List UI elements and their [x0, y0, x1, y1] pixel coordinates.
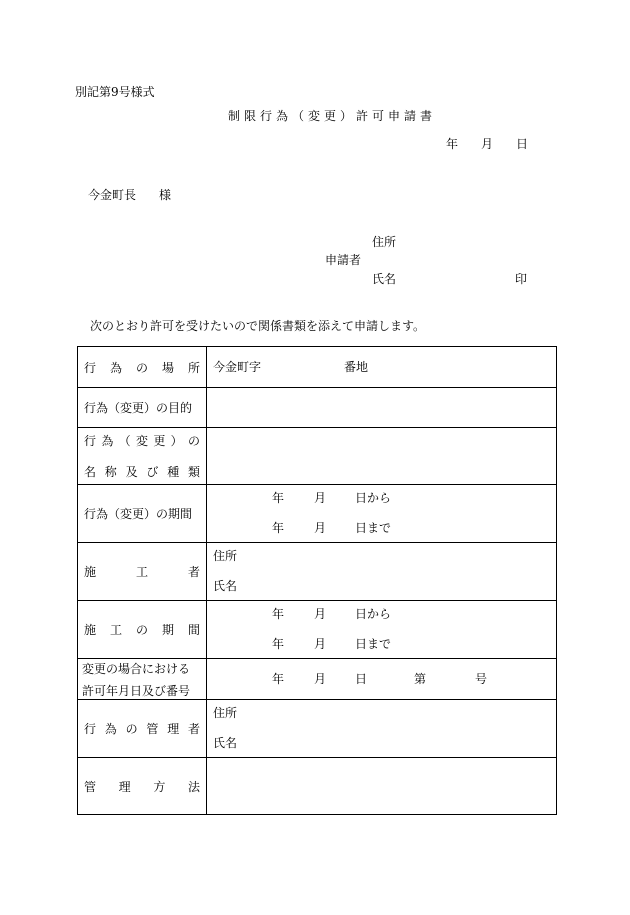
date-year: 年 [446, 137, 459, 151]
label-cell [78, 758, 207, 815]
row-change [78, 659, 557, 700]
label-period: 行為（変更）の期間 [84, 507, 193, 521]
value-cell[interactable] [207, 758, 557, 815]
period-from-year: 年 [272, 491, 285, 505]
work-from-year: 年 [272, 607, 285, 621]
value-cell[interactable] [207, 428, 557, 485]
value-cell[interactable] [207, 601, 557, 659]
value-cell[interactable] [207, 543, 557, 601]
value-cell[interactable] [207, 700, 557, 758]
applicant-role-label: 申請者 [325, 253, 362, 267]
change-month: 月 [314, 672, 327, 686]
intro-text: 次のとおり許可を受けたいので関係書類を添えて申請します。 [90, 319, 426, 333]
change-no-suffix: 号 [475, 672, 488, 686]
application-table [77, 346, 557, 815]
value-cell[interactable] [207, 347, 557, 388]
applicant-address-label: 住所 [372, 235, 397, 249]
place-suffix: 番地 [344, 360, 369, 374]
label-method: 管 理 方 法 [84, 779, 200, 794]
label-manager: 行 為 の 管 理 者 [84, 722, 200, 736]
period-to-day: 日まで [355, 521, 392, 535]
addressee-suffix: 様 [159, 188, 172, 202]
label-cell [78, 700, 207, 758]
work-to-day: 日まで [355, 637, 392, 651]
label-purpose: 行為（変更）の目的 [84, 401, 193, 415]
change-no-prefix: 第 [414, 672, 427, 686]
label-cell [78, 543, 207, 601]
label-work-period: 施 工 の 期 間 [84, 623, 200, 637]
row-work-period [78, 601, 557, 659]
contractor-name-label: 氏名 [213, 579, 238, 593]
date-month: 月 [481, 137, 494, 151]
work-from-month: 月 [314, 607, 327, 621]
manager-address-label: 住所 [213, 706, 238, 720]
label-cell [78, 347, 207, 388]
value-cell[interactable] [207, 485, 557, 543]
row-manager [78, 700, 557, 758]
work-from-day: 日から [355, 607, 392, 621]
label-name-type-2: 名 称 及 び 種 類 [84, 465, 200, 479]
change-day: 日 [355, 672, 368, 686]
change-year: 年 [272, 672, 285, 686]
addressee: 今金町長 [88, 188, 137, 202]
work-to-month: 月 [314, 637, 327, 651]
contractor-address-label: 住所 [213, 549, 238, 563]
row-purpose [78, 388, 557, 428]
row-name-type [78, 428, 557, 485]
label-change-1: 変更の場合における [82, 661, 191, 676]
label-cell [78, 659, 207, 700]
applicant-name-label: 氏名 [372, 272, 397, 286]
label-change-2: 許可年月日及び番号 [82, 683, 191, 698]
period-to-month: 月 [314, 521, 327, 535]
label-cell [78, 601, 207, 659]
period-to-year: 年 [272, 521, 285, 535]
value-cell[interactable] [207, 659, 557, 700]
date-day: 日 [516, 137, 529, 151]
period-from-month: 月 [314, 491, 327, 505]
manager-name-label: 氏名 [213, 736, 238, 750]
label-cell [78, 388, 207, 428]
seal-mark: 印 [515, 272, 528, 286]
label-contractor: 施 工 者 [84, 565, 200, 579]
document-title: 制限行為（変更）許可申請書 [228, 109, 437, 123]
period-from-day: 日から [355, 491, 392, 505]
label-place: 行 為 の 場 所 [84, 360, 200, 375]
place-prefix: 今金町字 [213, 360, 262, 374]
label-cell [78, 428, 207, 485]
value-cell[interactable] [207, 388, 557, 428]
work-to-year: 年 [272, 637, 285, 651]
form-number: 別記第9号様式 [75, 85, 155, 99]
row-place [78, 347, 557, 388]
row-contractor [78, 543, 557, 601]
label-name-type-1: 行 為 （ 変 更 ） の [84, 434, 200, 448]
row-period [78, 485, 557, 543]
label-cell [78, 485, 207, 543]
row-method [78, 758, 557, 815]
